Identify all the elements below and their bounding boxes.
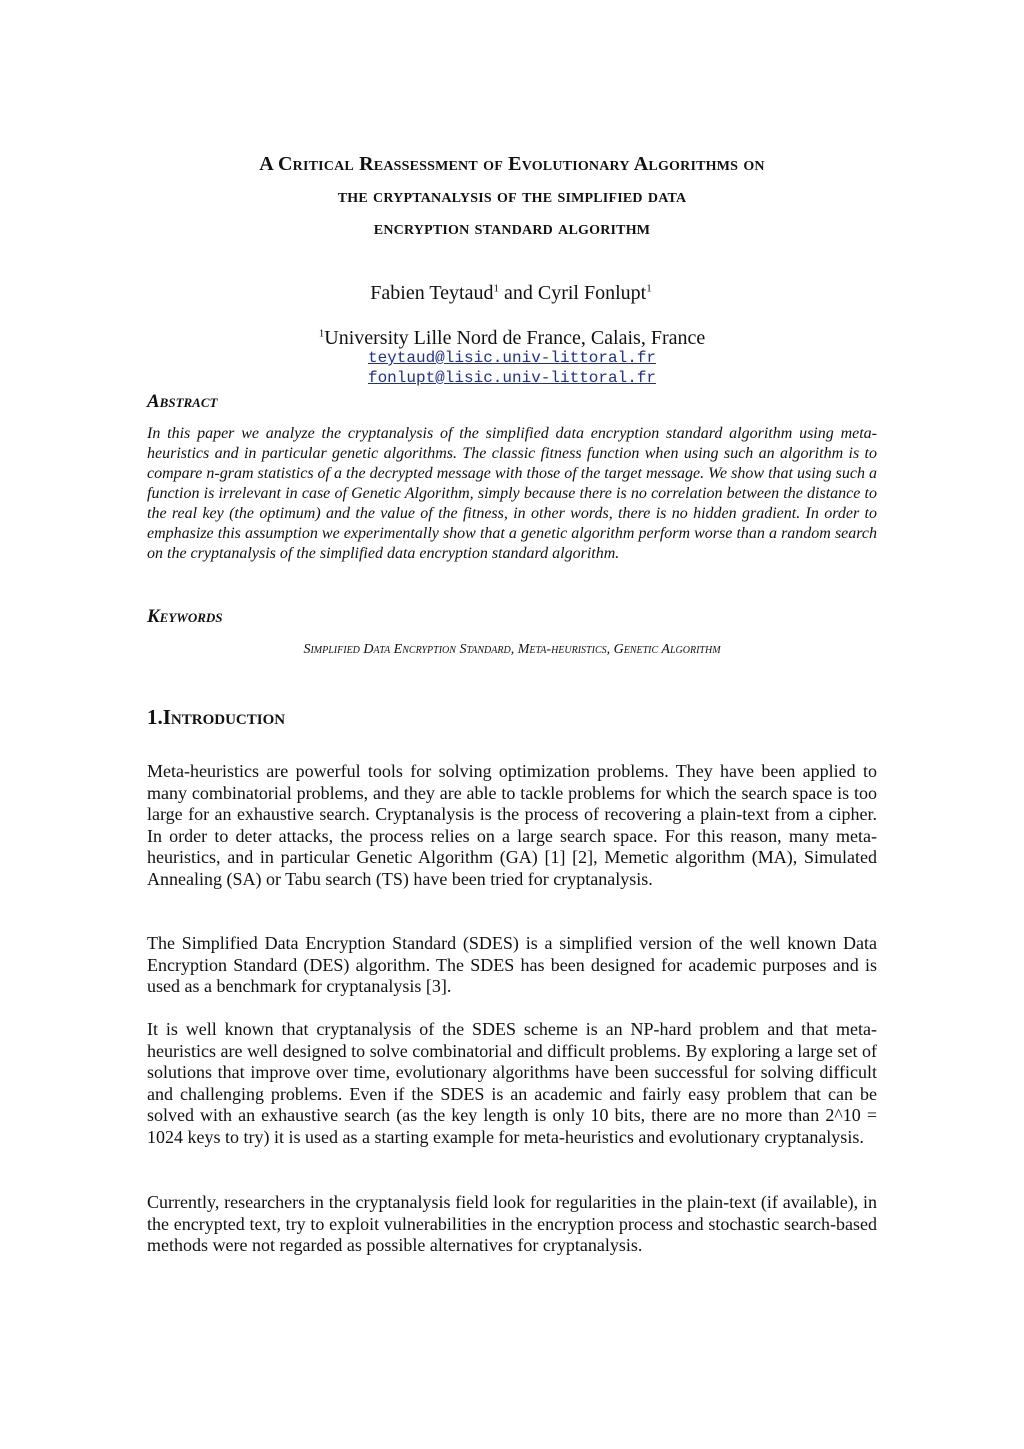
abstract-text: In this paper we analyze the cryptanalysis of the simplified data encryption standard algorithm using meta-heuristics and in particular genetic algorithms. The classic fitness function when using such an algorithm is to compare n-gram statistics of a the decrypted message with those of the target message. We show that using such a function is irrelevant in case of Genetic Algorithm, simply because there is no correlation between the distance to the real key (the optimum) and the value of the fitness, in other words, there is no hidden gradient. In order to emphasize this assumption we experimentally show that a genetic algorithm perform worse than a random search on the cryptanalysis of the simplified data encryption standard algorithm. bbox=[147, 425, 877, 562]
paper-title bbox=[130, 148, 894, 244]
author-connector: and bbox=[498, 282, 538, 304]
affiliation-text: University Lille Nord de France, Calais, France bbox=[324, 327, 706, 349]
author-1-affiliation-mark: 1 bbox=[493, 282, 499, 295]
email-link-1[interactable]: teytaud@lisic.univ-littoral.fr bbox=[367, 349, 657, 367]
email-link-2[interactable]: fonlupt@lisic.univ-littoral.fr bbox=[367, 369, 657, 387]
intro-paragraph-2: The Simplified Data Encryption Standard (SDES) is a simplified version of the well known Data Encryption Standard (DES) algorithm. The SDES has been designed for academic purposes and is used as a benchmark for cryptanalysis [3]. bbox=[147, 933, 877, 996]
introduction-heading: 1.Introduction bbox=[147, 705, 286, 729]
intro-paragraph-1: Meta-heuristics are powerful tools for solving optimization problems. They have been applied to many combinatorial problems, and they are able to tackle problems for which the search space is too large for an exhaustive search. Cryptanalysis is the process of recovering a plain-text from a cipher. In order to deter attacks, the process relies on a large search space. For this reason, many meta-heuristics, and in particular Genetic Algorithm (GA) [1] [2], Memetic algorithm (MA), Simulated Annealing (SA) or Tabu search (TS) have been tried for cryptanalysis. bbox=[147, 761, 877, 889]
author-name-2: Cyril Fonlupt bbox=[537, 282, 647, 304]
abstract-heading: Abstract bbox=[147, 391, 218, 412]
intro-paragraph-3: It is well known that cryptanalysis of the SDES scheme is an NP-hard problem and that meta-heuristics are well designed to solve combinatorial and difficult problems. By exploring a large set of solutions that improve over time, evolutionary algorithms have been successful for solving difficult and challenging problems. Even if the SDES is an academic and fairly easy problem that can be solved with an exhaustive search (as the key length is only 10 bits, there are no more than 2^10 = 1024 keys to try) it is used as a starting example for meta-heuristics and evolutionary cryptanalysis. bbox=[147, 1019, 877, 1147]
keywords-heading: Keywords bbox=[147, 606, 223, 627]
author-2-affiliation-mark: 1 bbox=[646, 282, 652, 295]
author-name-1: Fabien Teytaud bbox=[370, 282, 494, 304]
affiliation-mark: 1 bbox=[318, 327, 325, 340]
title-line-3: encryption standard algorithm bbox=[373, 217, 651, 239]
author-line bbox=[0, 280, 1024, 306]
keywords-text: Simplified Data Encryption Standard, Meta-heuristics, Genetic Algorithm bbox=[303, 642, 721, 657]
title-line-1: A Critical Reassessment of Evolutionary Algorithms on bbox=[259, 153, 765, 175]
title-line-2: the cryptanalysis of the simplified data bbox=[337, 185, 687, 207]
intro-paragraph-4: Currently, researchers in the cryptanalysis field look for regularities in the plain-text (if available), in the encrypted text, try to exploit vulnerabilities in the encryption process and stochastic search-based methods were not regarded as possible alternatives for cryptanalysis. bbox=[147, 1192, 877, 1255]
